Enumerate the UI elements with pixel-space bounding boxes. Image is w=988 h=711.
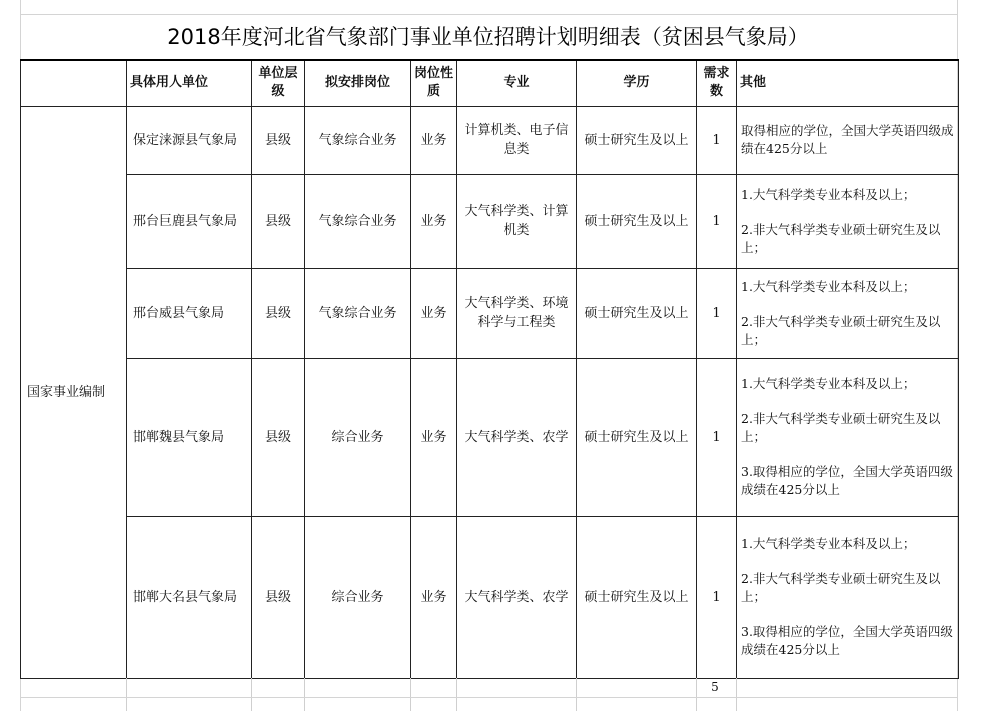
header-category bbox=[21, 60, 127, 106]
education-cell: 硕士研究生及以上 bbox=[577, 268, 697, 358]
empty-grid-rows bbox=[20, 678, 958, 711]
unit-cell: 邯郸魏县气象局 bbox=[127, 358, 252, 516]
header-unit: 具体用人单位 bbox=[127, 60, 252, 106]
gridline bbox=[576, 678, 577, 711]
header-level: 单位层级 bbox=[252, 60, 305, 106]
table-row bbox=[21, 358, 959, 516]
gridline bbox=[736, 678, 737, 711]
header-row bbox=[21, 60, 959, 106]
gridline bbox=[126, 678, 127, 711]
level-cell: 县级 bbox=[252, 358, 305, 516]
gridline bbox=[304, 678, 305, 711]
note-line: 3.取得相应的学位，全国大学英语四级成绩在425分以上 bbox=[741, 464, 953, 497]
header-position: 拟安排岗位 bbox=[305, 60, 411, 106]
other-cell bbox=[737, 268, 959, 358]
nature-cell: 业务 bbox=[411, 358, 457, 516]
unit-cell: 邢台巨鹿县气象局 bbox=[127, 174, 252, 268]
gridline bbox=[456, 678, 457, 711]
recruitment-table bbox=[20, 59, 959, 679]
header-count: 需求数 bbox=[697, 60, 737, 106]
major-cell: 大气科学类、计算机类 bbox=[457, 174, 577, 268]
count-cell: 1 bbox=[697, 106, 737, 174]
header-education: 学历 bbox=[577, 60, 697, 106]
gridline bbox=[410, 678, 411, 711]
gridline bbox=[251, 678, 252, 711]
table-row bbox=[21, 174, 959, 268]
page-title: 2018年度河北省气象部门事业单位招聘计划明细表（贫困县气象局） bbox=[167, 25, 809, 49]
education-cell: 硕士研究生及以上 bbox=[577, 174, 697, 268]
major-cell: 计算机类、电子信息类 bbox=[457, 106, 577, 174]
category-cell: 国家事业编制 bbox=[21, 106, 127, 678]
unit-cell: 邢台威县气象局 bbox=[127, 268, 252, 358]
other-cell bbox=[737, 106, 959, 174]
unit-cell: 保定涞源县气象局 bbox=[127, 106, 252, 174]
major-cell: 大气科学类、农学 bbox=[457, 358, 577, 516]
gridline bbox=[20, 697, 958, 698]
other-cell bbox=[737, 516, 959, 678]
count-cell: 1 bbox=[697, 268, 737, 358]
position-cell: 气象综合业务 bbox=[305, 174, 411, 268]
note-line: 1.大气科学类专业本科及以上； bbox=[741, 376, 916, 391]
note-line: 2.非大气科学类专业硕士研究生及以上； bbox=[741, 411, 941, 444]
level-cell: 县级 bbox=[252, 268, 305, 358]
header-nature: 岗位性质 bbox=[411, 60, 457, 106]
note-line: 1.大气科学类专业本科及以上； bbox=[741, 186, 916, 202]
education-cell: 硕士研究生及以上 bbox=[577, 358, 697, 516]
nature-cell: 业务 bbox=[411, 268, 457, 358]
note-line: 2.非大气科学类专业硕士研究生及以上； bbox=[741, 571, 941, 604]
education-cell: 硕士研究生及以上 bbox=[577, 516, 697, 678]
count-cell: 1 bbox=[697, 174, 737, 268]
table-row bbox=[21, 516, 959, 678]
major-cell: 大气科学类、农学 bbox=[457, 516, 577, 678]
header-major: 专业 bbox=[457, 60, 577, 106]
unit-cell: 邯郸大名县气象局 bbox=[127, 516, 252, 678]
education-cell: 硕士研究生及以上 bbox=[577, 106, 697, 174]
other-cell bbox=[737, 174, 959, 268]
nature-cell: 业务 bbox=[411, 174, 457, 268]
note-line: 3.取得相应的学位，全国大学英语四级成绩在425分以上 bbox=[741, 624, 953, 657]
note-line: 1.大气科学类专业本科及以上； bbox=[741, 278, 916, 294]
table-row bbox=[21, 268, 959, 358]
level-cell: 县级 bbox=[252, 174, 305, 268]
note-line: 1.大气科学类专业本科及以上； bbox=[741, 536, 916, 551]
note-line: 2.非大气科学类专业硕士研究生及以上； bbox=[741, 313, 941, 347]
position-cell: 综合业务 bbox=[305, 516, 411, 678]
header-other: 其他 bbox=[737, 60, 959, 106]
note-line: 取得相应的学位，全国大学英语四级成绩在425分以上 bbox=[741, 123, 954, 156]
note-line: 2.非大气科学类专业硕士研究生及以上； bbox=[741, 221, 941, 255]
position-cell: 气象综合业务 bbox=[305, 268, 411, 358]
level-cell: 县级 bbox=[252, 516, 305, 678]
count-cell: 1 bbox=[697, 516, 737, 678]
major-cell: 大气科学类、环境科学与工程类 bbox=[457, 268, 577, 358]
other-cell bbox=[737, 358, 959, 516]
count-cell: 1 bbox=[697, 358, 737, 516]
page-number: 5 bbox=[711, 680, 719, 694]
nature-cell: 业务 bbox=[411, 106, 457, 174]
level-cell: 县级 bbox=[252, 106, 305, 174]
nature-cell: 业务 bbox=[411, 516, 457, 678]
table-row bbox=[21, 106, 959, 174]
position-cell: 气象综合业务 bbox=[305, 106, 411, 174]
position-cell: 综合业务 bbox=[305, 358, 411, 516]
